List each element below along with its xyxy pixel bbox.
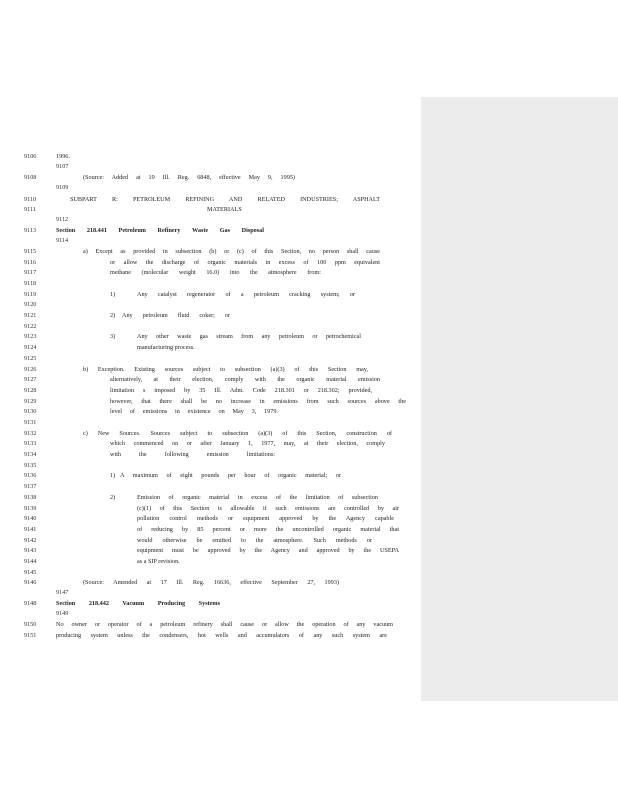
line-number: 9111: [24, 206, 36, 213]
line-number: 9148: [24, 600, 37, 607]
paragraph-line: manufacturing process.: [137, 344, 195, 351]
line-number: 9130: [24, 408, 37, 415]
paragraph-line: b) Exception. Existing sources subject to subsection (a)(3) of this Section may,: [83, 366, 368, 373]
paragraph-line: Any other waste gas stream from any petroleum or petrochemical: [137, 333, 361, 340]
comment-pane: [421, 97, 618, 701]
line-number: 9109: [56, 184, 69, 191]
section-heading: Section 218.441 Petroleum Refinery Waste Gas Disposal: [56, 227, 264, 234]
line-number: 9150: [24, 621, 37, 628]
line-number: 9113: [24, 227, 37, 234]
line-number: 9137: [24, 483, 37, 490]
paragraph-line: or allow the discharge of organic materials in excess of 100 ppm equivalent: [110, 259, 380, 266]
line-number: 9112: [56, 216, 69, 223]
line-number: 9121: [24, 312, 37, 319]
paragraph-line: c) New Sources. Sources subject to subsection (a)(3) of this Section, construction of: [83, 430, 392, 437]
line-number: 9149: [56, 610, 69, 617]
line-number: 9107: [56, 163, 69, 170]
paragraph-line: No owner or operator of a petroleum refinery shall cause or allow the operation of any vacuum: [56, 621, 393, 628]
line-number: 9116: [24, 259, 37, 266]
section-heading: Section 218.442 Vacuum Producing Systems: [56, 600, 220, 607]
line-number: 9138: [24, 494, 37, 501]
body-text: 1996.: [56, 153, 70, 160]
line-number: 9140: [24, 515, 37, 522]
paragraph-line: Any petroleum fluid coker; or: [122, 312, 230, 319]
item-marker: 1): [110, 291, 116, 298]
line-number: 9108: [24, 174, 37, 181]
item-marker: 3): [110, 333, 116, 340]
line-number: 9127: [24, 376, 37, 383]
paragraph-line: producing system unless the condensers, hot wells and accumulators of any such system are: [56, 632, 387, 639]
line-number: 9144: [24, 558, 37, 565]
line-number: 9114: [56, 237, 69, 244]
source-note: (Source: Amended at 17 Ill. Reg. 16636, effective September 27, 1993): [83, 579, 339, 586]
paragraph-line: a) Except as provided in subsection (b) or (c) of this Section, no person shall cause: [83, 248, 380, 255]
paragraph-line: Any catalyst regenerator of a petroleum cracking system; or: [137, 291, 355, 298]
line-number: 9110: [24, 196, 37, 203]
line-number: 9151: [24, 632, 37, 639]
line-number: 9136: [24, 472, 37, 479]
paragraph-line: equipment must be approved by the Agency and approved by the USEPA: [137, 547, 399, 554]
item-marker: 2): [110, 494, 116, 501]
line-number: 9117: [24, 269, 37, 276]
line-number: 9123: [24, 333, 37, 340]
paragraph-line: with the following emission limitations:: [110, 451, 275, 458]
item-marker: 1): [110, 472, 116, 479]
line-number: 9141: [24, 526, 37, 533]
line-number: 9118: [24, 280, 37, 287]
paragraph-line: alternatively, at their election, comply with the organic material emission: [110, 376, 380, 383]
line-number: 9143: [24, 547, 37, 554]
paragraph-line: A maximum of eight pounds per hour of organic material; or: [120, 472, 341, 479]
paragraph-line: level of emissions in existence on May 3, 1979.: [110, 408, 278, 415]
line-number: 9142: [24, 537, 37, 544]
line-number: 9132: [24, 430, 37, 437]
line-number: 9106: [24, 153, 37, 160]
line-number: 9124: [24, 344, 37, 351]
subpart-heading: SUBPART R: PETROLEUM REFINING AND RELATED INDUSTRIES; ASPHALT: [70, 196, 380, 203]
line-number: 9126: [24, 366, 37, 373]
paragraph-line: Emission of organic material in excess of the limitation of subsection: [137, 494, 378, 501]
paragraph-line: (c)(1) of this Section is allowable if such emissions are controlled by air: [137, 505, 399, 512]
paragraph-line: as a SIP revision.: [137, 558, 180, 565]
line-number: 9147: [56, 589, 69, 596]
line-number: 9145: [24, 569, 37, 576]
line-number: 9131: [24, 419, 37, 426]
subpart-heading-cont: MATERIALS: [207, 206, 242, 213]
line-number: 9129: [24, 398, 37, 405]
item-marker: 2): [110, 312, 116, 319]
line-number: 9133: [24, 440, 37, 447]
paragraph-line: however, that there shall be no increase in emissions from such sources above the: [110, 398, 406, 405]
paragraph-line: methane (molecular weight 16.0) into the atmosphere from:: [110, 269, 321, 276]
line-number: 9135: [24, 462, 37, 469]
line-number: 9122: [24, 323, 37, 330]
paragraph-line: would otherwise be emitted to the atmosphere. Such methods or: [137, 537, 372, 544]
line-number: 9146: [24, 579, 37, 586]
source-note: (Source: Added at 19 Ill. Reg. 6848, effective May 9, 1995): [83, 174, 295, 181]
paragraph-line: which commenced on or after January 1, 1977, may, at their election, comply: [110, 440, 385, 447]
line-number: 9128: [24, 387, 37, 394]
line-number: 9139: [24, 505, 37, 512]
line-number: 9134: [24, 451, 37, 458]
line-number: 9125: [24, 355, 37, 362]
line-number: 9115: [24, 248, 37, 255]
line-number: 9119: [24, 291, 37, 298]
paragraph-line: of reducing by 85 percent or more the uncontrolled organic material that: [137, 526, 399, 533]
paragraph-line: pollution control methods or equipment approved by the Agency capable: [137, 515, 394, 522]
paragraph-line: limitation s imposed by 35 Ill. Adm. Code 218.301 or 218.302; provided,: [110, 387, 372, 394]
line-number: 9120: [24, 301, 37, 308]
